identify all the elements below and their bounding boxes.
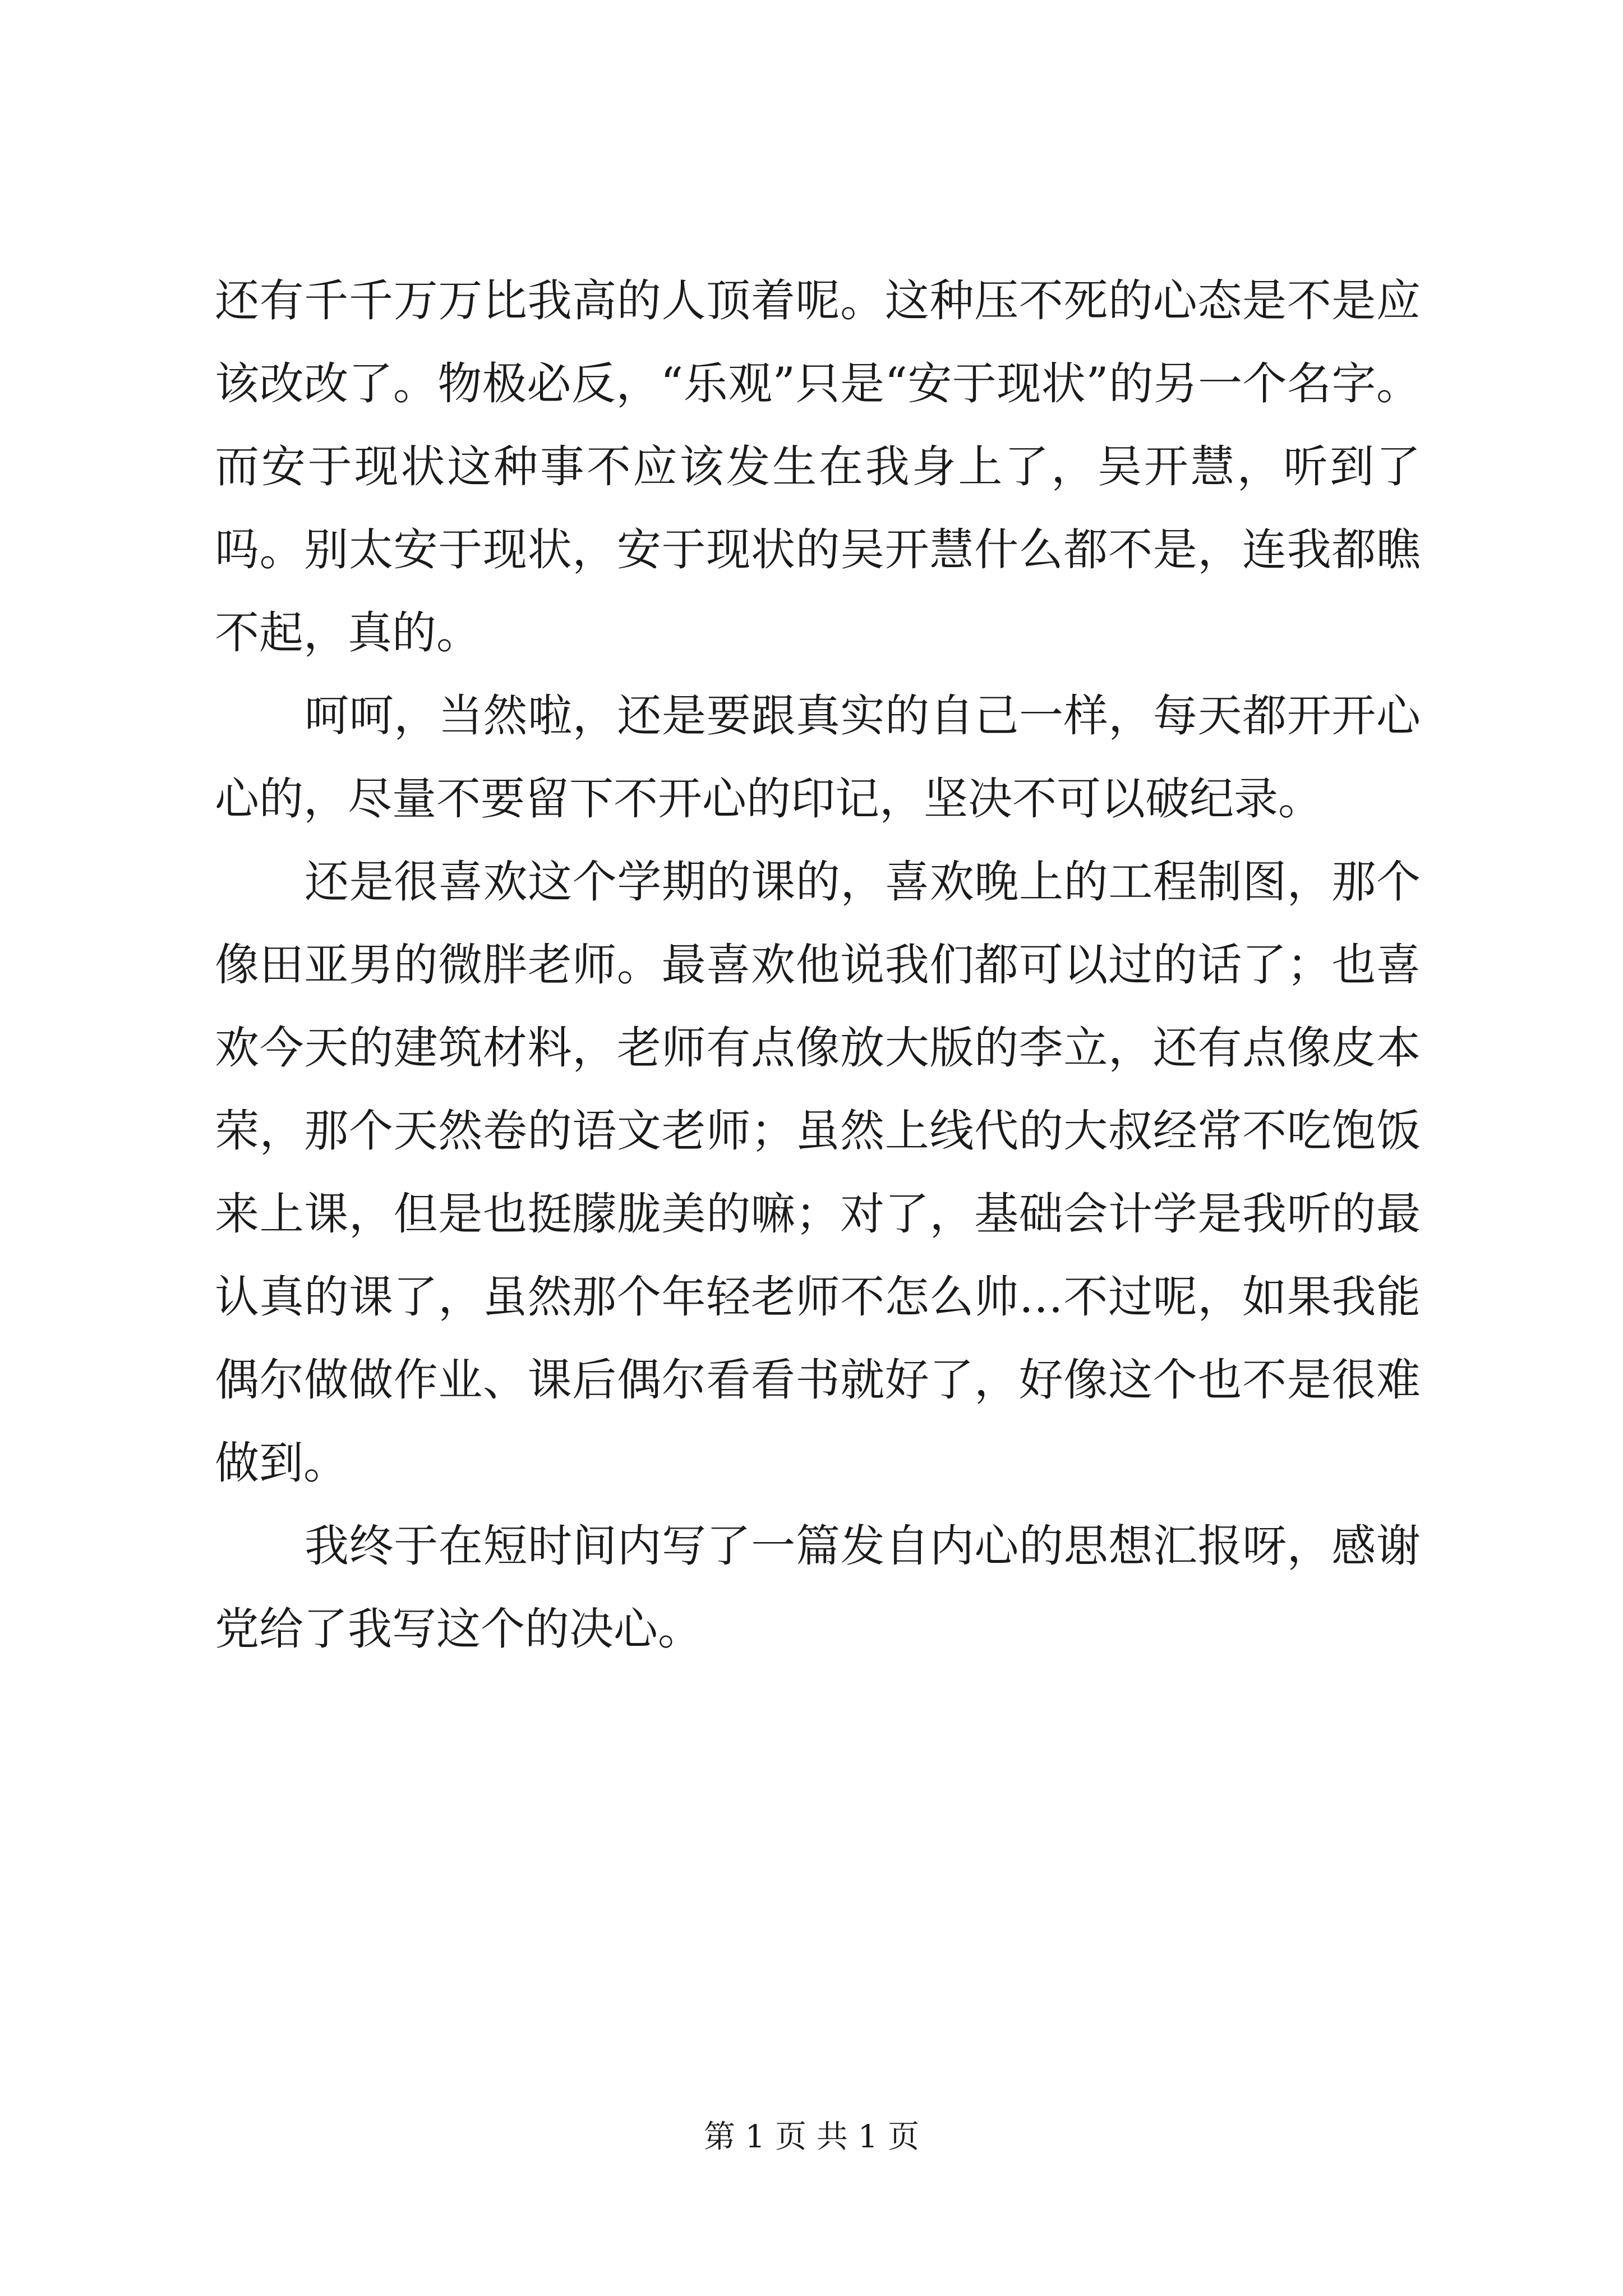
document-body bbox=[215, 259, 1421, 1671]
paragraph-4: 我终于在短时间内写了一篇发自内心的思想汇报呀，感谢党给了我写这个的决心。 bbox=[215, 1520, 1421, 1655]
page-number-footer: 第 1 页 共 1 页 bbox=[703, 2119, 920, 2155]
paragraph-2: 呵呵，当然啦，还是要跟真实的自己一样，每天都开开心心的，尽量不要留下不开心的印记，坚决不可以破纪录。 bbox=[215, 690, 1421, 825]
paragraph-1: 还有千千万万比我高的人顶着呢。这种压不死的心态是不是应该改改了。物极必反，“乐观”只是“安于现状”的另一个名字。而安于现状这种事不应该发生在我身上了，吴开慧，听到了吗。别太安于现状，安于现状的吴开慧什么都不是，连我都瞧不起，真的。 bbox=[215, 275, 1421, 659]
paragraph-3: 还是很喜欢这个学期的课的，喜欢晚上的工程制图，那个像田亚男的微胖老师。最喜欢他说我们都可以过的话了；也喜欢今天的建筑材料，老师有点像放大版的李立，还有点像皮本荣，那个天然卷的语文老师；虽然上线代的大叔经常不吃饱饭来上课，但是也挺朦胧美的嘛；对了，基础会计学是我听的最认真的课了，虽然那个年轻老师不怎么帅…不过呢，如果我能偶尔做做作业、课后偶尔看看书就好了，好像这个也不是很难做到。 bbox=[215, 856, 1421, 1489]
